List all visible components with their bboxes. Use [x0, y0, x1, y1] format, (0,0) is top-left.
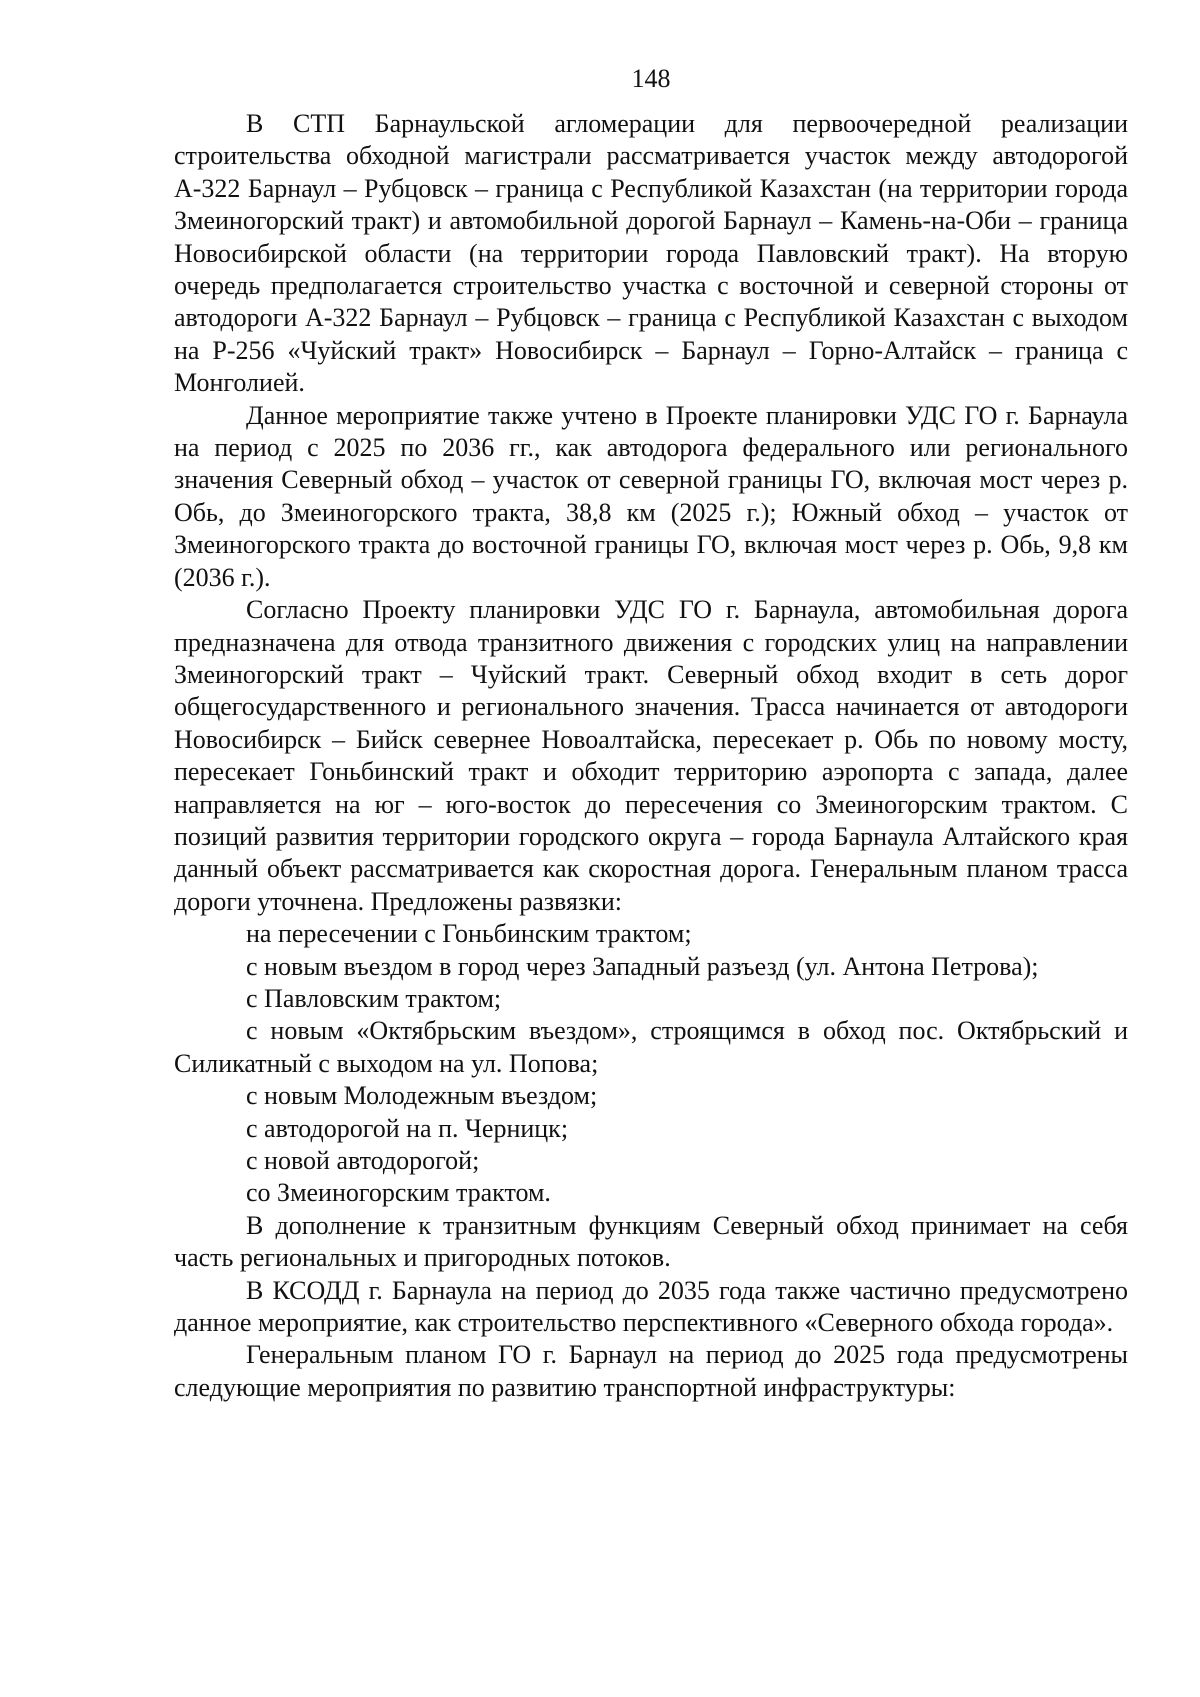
- paragraph-general-plan: Генеральным планом ГО г. Барнаул на период до 2025 года предусмотрены следующие мероприятия по развитию транспортной инфраструктуры:: [174, 1340, 1128, 1402]
- paragraph-stp-agglomeration: В СТП Барнаульской агломерации для первоочередной реализации строительства обходной магистрали рассматривается участок между автодорогой А-322 Барнаул – Рубцовск – граница с Республикой Казахстан (на территории города Змеиногорский тракт) и автомобильной дорогой Барнаул – Камень-на-Оби – граница Новосибирской области (на территории города Павловский тракт). На вторую очередь предполагается строительство участка с восточной и северной стороны от автодороги А-322 Барнаул – Рубцовск – граница с Республикой Казахстан с выходом на Р-256 «Чуйский тракт» Новосибирск – Барнаул – Горно-Алтайск – граница с Монголией.: [174, 109, 1128, 398]
- page-number: 148: [631, 64, 671, 93]
- paragraph-route-description: Согласно Проекту планировки УДС ГО г. Барнаула, автомобильная дорога предназначена для отвода транзитного движения с городских улиц на направлении Змеиногорский тракт – Чуйский тракт. Северный обход входит в сеть дорог общегосударственного и регионального значения. Трасса начинается от автодороги Новосибирск – Бийск севернее Новоалтайска, пересекает р. Обь по новому мосту, пересекает Гоньбинский тракт и обходит территорию аэропорта с запада, далее направляется на юг – юго-восток до пересечения со Змеиногорским трактом. С позиций развития территории городского округа – города Барнаула Алтайского края данный объект рассматривается как скоростная дорога. Генеральным планом трасса дороги уточнена. Предложены развязки:: [174, 595, 1128, 916]
- list-item-interchange: с новым Молодежным въездом;: [246, 1081, 598, 1111]
- paragraph-transit-functions: В дополнение к транзитным функциям Северный обход принимает на себя часть региональных и пригородных потоков.: [174, 1210, 1128, 1273]
- list-item-interchange: с новым «Октябрьским въездом», строящимся в обход пос. Октябрьский и Силикатный с выходом на ул. Попова;: [174, 1016, 1128, 1078]
- list-item-interchange: со Змеиногорским трактом.: [246, 1178, 551, 1208]
- paragraph-ksodd: В КСОДД г. Барнаула на период до 2035 года также частично предусмотрено данное мероприятие, как строительство перспективного «Северного обхода города».: [174, 1275, 1128, 1338]
- paragraph-uds-project: Данное мероприятие также учтено в Проекте планировки УДС ГО г. Барнаула на период с 2025 по 2036 гг., как автодорога федерального или регионального значения Северный обход – участок от северной границы ГО, включая мост через р. Обь, до Змеиногорского тракта, 38,8 км (2025 г.); Южный обход – участок от Змеиногорского тракта до восточной границы ГО, включая мост через р. Обь, 9,8 км (2036 г.).: [174, 400, 1128, 592]
- list-item-interchange: с новой автодорогой;: [246, 1146, 480, 1175]
- list-item-interchange: с автодорогой на п. Черницк;: [246, 1113, 569, 1143]
- document-page: [174, 64, 1128, 1404]
- list-item-interchange: с новым въездом в город через Западный разъезд (ул. Антона Петрова);: [246, 951, 1039, 981]
- list-item-interchange: на пересечении с Гоньбинским трактом;: [246, 919, 692, 949]
- list-item-interchange: с Павловским трактом;: [246, 983, 502, 1013]
